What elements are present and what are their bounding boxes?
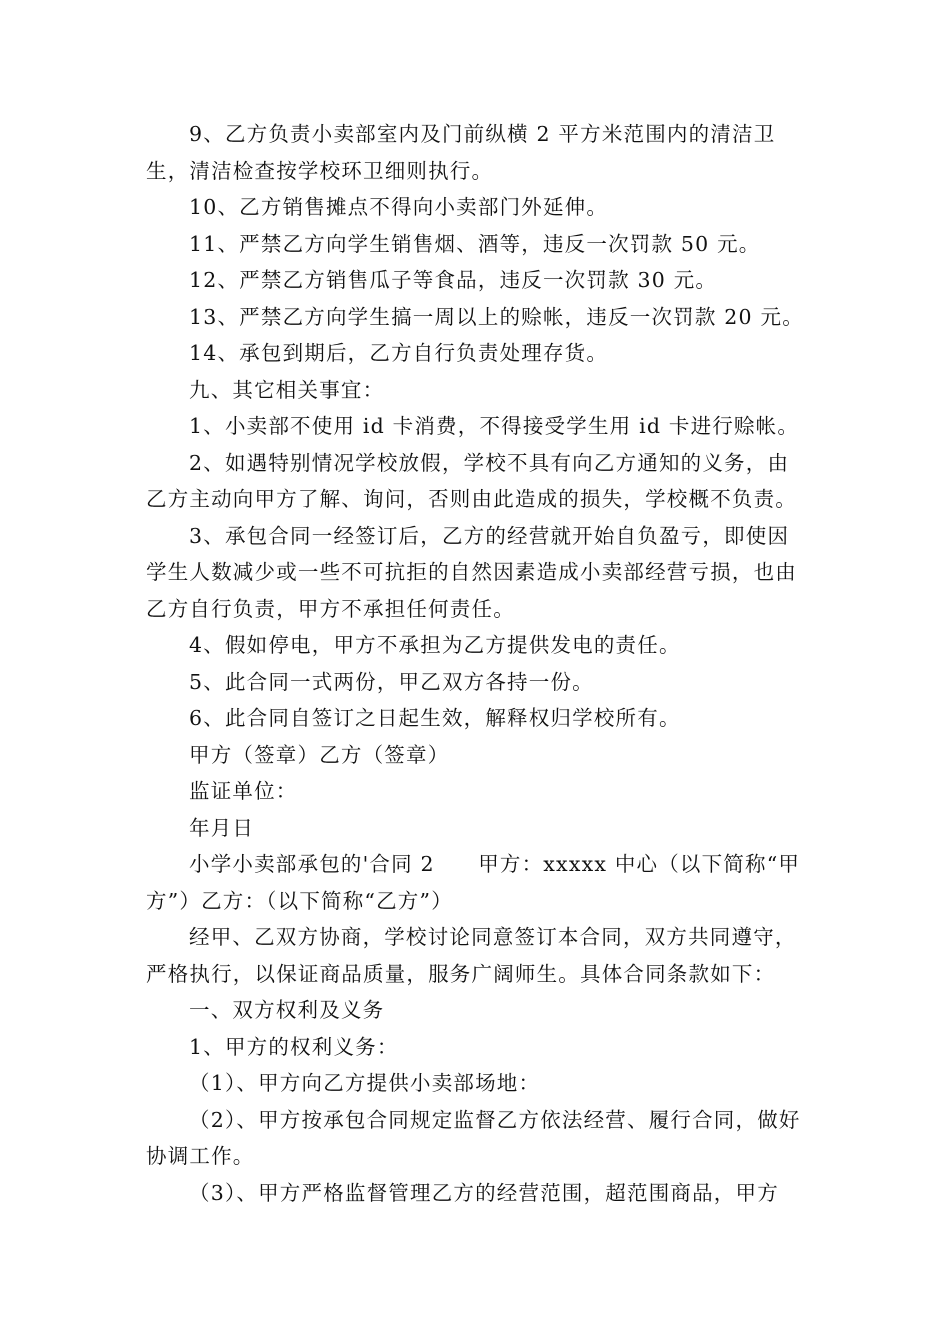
paragraph-clause-13: 13、严禁乙方向学生搞一周以上的赊帐，违反一次罚款 20 元。 bbox=[189, 304, 804, 329]
subsection-heading-1: 1、甲方的权利义务： bbox=[189, 1034, 399, 1059]
contract-2-preamble: 经甲、乙双方协商，学校讨论同意签订本合同，双方共同遵守，严格执行，以保证商品质量，服务广阔师生。具体合同条款如下： bbox=[146, 925, 797, 986]
paragraph-item-1: 1、小卖部不使用 id 卡消费，不得接受学生用 id 卡进行赊帐。 bbox=[189, 414, 800, 438]
paragraph-clause-9: 9、乙方负责小卖部室内及门前纵横 2 平方米范围内的清洁卫生，清洁检查按学校环卫细则执行。 bbox=[146, 122, 776, 183]
date-line: 年月日 bbox=[189, 815, 255, 840]
paragraph-clause-11: 11、严禁乙方向学生销售烟、酒等，违反一次罚款 50 元。 bbox=[189, 231, 761, 256]
paragraph-clause-14: 14、承包到期后，乙方自行负责处理存货。 bbox=[189, 341, 609, 365]
section-heading-1: 一、双方权利及义务 bbox=[189, 998, 385, 1022]
paragraph-item-4: 4、假如停电，甲方不承担为乙方提供发电的责任。 bbox=[189, 633, 681, 657]
paragraph-clause-10: 10、乙方销售摊点不得向小卖部门外延伸。 bbox=[189, 195, 609, 219]
paragraph-item-5: 5、此合同一式两份，甲乙双方各持一份。 bbox=[189, 669, 594, 694]
paragraph-item-2: 2、如遇特别情况学校放假，学校不具有向乙方通知的义务，由乙方主动向甲方了解、询问，否则由此造成的损失，学校概不负责。 bbox=[146, 450, 797, 511]
paragraph-sub-item-2: （2）、甲方按承包合同规定监督乙方依法经营、履行合同，做好协调工作。 bbox=[146, 1107, 801, 1168]
paragraph-sub-item-1: （1）、甲方向乙方提供小卖部场地： bbox=[189, 1071, 541, 1095]
witness-unit-line: 监证单位： bbox=[189, 779, 298, 803]
paragraph-clause-12: 12、严禁乙方销售瓜子等食品，违反一次罚款 30 元。 bbox=[189, 268, 718, 292]
section-heading-9: 九、其它相关事宜： bbox=[189, 377, 385, 402]
contract-2-title: 小学小卖部承包的'合同 2 甲方：xxxxx 中心（以下简称“甲方”）乙方：（以下简称“乙方”） bbox=[146, 852, 801, 913]
paragraph-item-3: 3、承包合同一经签订后，乙方的经营就开始自负盈亏，即使因学生人数减少或一些不可抗拒的自然因素造成小卖部经营亏损，也由乙方自行负责，甲方不承担任何责任。 bbox=[146, 523, 797, 621]
signature-line: 甲方（签章）乙方（签章） bbox=[189, 742, 450, 767]
paragraph-sub-item-3: （3）、甲方严格监督管理乙方的经营范围，超范围商品，甲方 bbox=[189, 1180, 779, 1205]
document-body bbox=[146, 116, 810, 1211]
paragraph-item-6: 6、此合同自签订之日起生效，解释权归学校所有。 bbox=[189, 706, 681, 730]
